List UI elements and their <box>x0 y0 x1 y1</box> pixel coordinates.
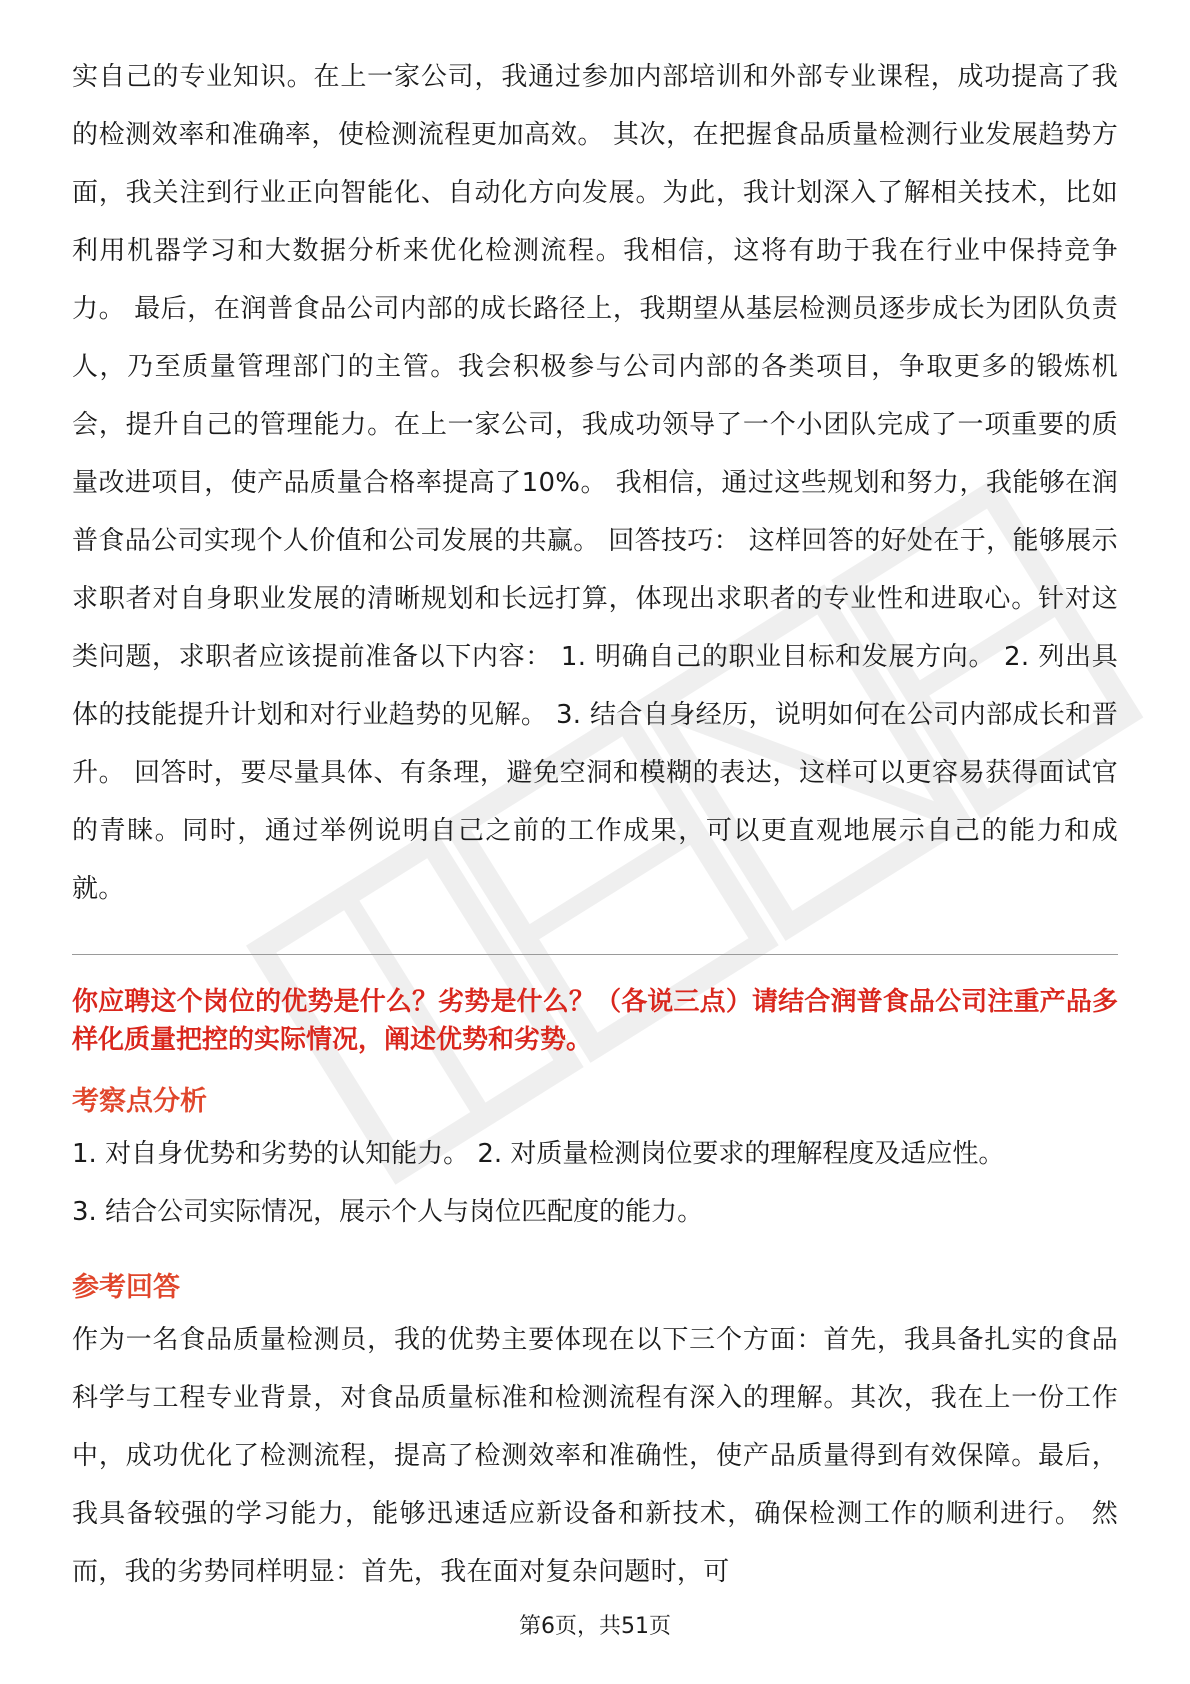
page-number-footer: 第6页，共51页 <box>519 1614 671 1639</box>
body-paragraph-top: 实自己的专业知识。在上一家公司，我通过参加内部培训和外部专业课程，成功提高了我的检测效率和准确率，使检测流程更加高效。 其次，在把握食品质量检测行业发展趋势方面，我关注到行业正向智能化、自动化方向发展。为此，我计划深入了解相关技术，比如利用机器学习和大数据分析来优化检测流程。我相信，这将有助于我在行业中保持竞争力。 最后，在润普食品公司内部的成长路径上，我期望从基层检测员逐步成长为团队负责人，乃至质量管理部门的主管。我会积极参与公司内部的各类项目，争取更多的锻炼机会，提升自己的管理能力。在上一家公司，我成功领导了一个小团队完成了一项重要的质量改进项目，使产品质量合格率提高了10%。 我相信，通过这些规划和努力，我能够在润普食品公司实现个人价值和公司发展的共赢。 回答技巧： 这样回答的好处在于，能够展示求职者对自身职业发展的清晰规划和长远打算，体现出求职者的专业性和进取心。针对这类问题，求职者应该提前准备以下内容： 1. 明确自己的职业目标和发展方向。 2. 列出具体的技能提升计划和对行业趋势的见解。 3. 结合自身经历，说明如何在公司内部成长和晋升。 回答时，要尽量具体、有条理，避免空洞和模糊的表达，这样可以更容易获得面试官的青睐。同时，通过举例说明自己之前的工作成果，可以更直观地展示自己的能力和成就。 <box>72 62 1118 904</box>
analysis-heading: 考察点分析 <box>72 1086 207 1117</box>
section-divider <box>72 954 1118 955</box>
analysis-point-line-2: 3. 结合公司实际情况，展示个人与岗位匹配度的能力。 <box>72 1197 704 1227</box>
interview-question: 你应聘这个岗位的优势是什么？劣势是什么？（各说三点）请结合润普食品公司注重产品多样化质量把控的实际情况，阐述优势和劣势。 <box>72 987 1118 1055</box>
analysis-point-line-1: 1. 对自身优势和劣势的认知能力。 2. 对质量检测岗位要求的理解程度及适应性。 <box>72 1139 1005 1169</box>
answer-heading: 参考回答 <box>72 1272 180 1303</box>
answer-paragraph: 作为一名食品质量检测员，我的优势主要体现在以下三个方面：首先，我具备扎实的食品科学与工程专业背景，对食品质量标准和检测流程有深入的理解。其次，我在上一份工作中，成功优化了检测流程，提高了检测效率和准确性，使产品质量得到有效保障。最后，我具备较强的学习能力，能够迅速适应新设备和新技术，确保检测工作的顺利进行。 然而，我的劣势同样明显：首先，我在面对复杂问题时，可 <box>72 1325 1118 1587</box>
page-content <box>72 48 1118 1601</box>
